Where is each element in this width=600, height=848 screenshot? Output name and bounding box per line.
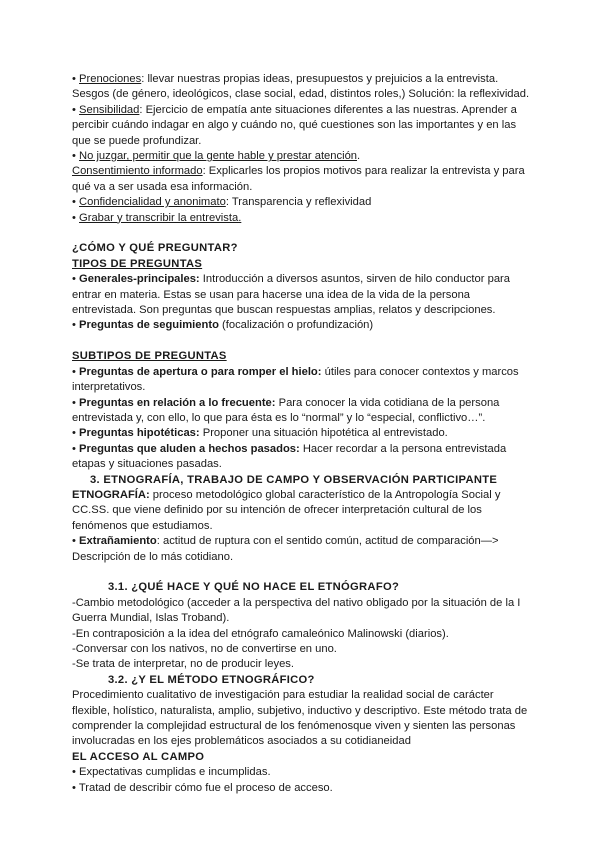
bullet-sensibilidad: • Sensibilidad: Ejercicio de empatía ante situaciones diferentes a las nuestras. Aprender a percibir cuándo indagar en algo y cuándo no, qué cuestiones son las importantes y en las que se puede profundizar. <box>72 103 517 147</box>
heading-acceso: EL ACCESO AL CAMPO <box>72 750 205 763</box>
heading-como-preguntar: ¿CÓMO Y QUÉ PREGUNTAR? <box>72 242 238 255</box>
bullet-expectativas: • Expectativas cumplidas e incumplidas. <box>72 766 271 779</box>
text: : Transparencia y reflexividad <box>225 196 372 209</box>
text: Tratad de describir cómo fue el proceso de acceso. <box>78 781 333 794</box>
bullet-tratad: • Tratad de describir cómo fue el proceso de acceso. <box>72 781 333 794</box>
spacer <box>72 565 532 580</box>
line-interpretar: -Se trata de interpretar, no de producir leyes. <box>72 658 295 671</box>
text: Expectativas cumplidas e incumplidas. <box>79 766 271 779</box>
term: No juzgar, permitir que la gente hable y prestar atención <box>79 150 358 163</box>
term: Sensibilidad <box>79 103 140 116</box>
term: Preguntas que aluden a hechos pasados: <box>79 442 300 455</box>
text: Para conocer la vida cotidiana de la persona entrevistada y, con ello, lo que para ésta es lo “normal” y lo “especial, conflictivo…”. <box>72 396 500 424</box>
bullet-hipoteticas: • Preguntas hipotéticas: Proponer una situación hipotética al entrevistado. <box>72 427 448 440</box>
text: Proponer una situación hipotética al entrevistado. <box>199 427 448 440</box>
term: Preguntas hipotéticas: <box>79 427 200 440</box>
heading-subtipos: SUBTIPOS DE PREGUNTAS <box>72 350 227 363</box>
bullet-generales: • Generales-principales: Introducción a diversos asuntos, sirven de hilo conductor para entrar en materia. Estas se usan para hacerse una idea de la vida de la persona entrevistada. Son preguntas que buscan respuestas amplias, relatos y descripciones. <box>72 273 510 317</box>
term: Grabar y transcribir la entrevista. <box>79 211 242 224</box>
term: Generales-principales: <box>79 273 200 286</box>
heading-tipos: TIPOS DE PREGUNTAS <box>72 257 203 270</box>
line-conversar: -Conversar con los nativos, no de convertirse en uno. <box>72 642 337 655</box>
text: (focalización o profundización) <box>218 319 374 332</box>
term: Extrañamiento <box>79 535 157 548</box>
bullet-seguimiento: • Preguntas de seguimiento (focalización o profundización) <box>72 319 374 332</box>
term: Consentimiento informado <box>72 165 203 178</box>
term: Preguntas de apertura o para romper el hielo: <box>79 365 322 378</box>
bullet-extranamiento: • Extrañamiento: actitud de ruptura con el sentido común, actitud de comparación—> Descripción de lo más cotidiano. <box>72 535 499 563</box>
text: Hacer recordar a la persona entrevistada etapas y situaciones pasadas. <box>72 442 507 471</box>
bullet-no-juzgar: • No juzgar, permitir que la gente hable y prestar atención. <box>72 150 361 163</box>
bullet-confidencialidad: • Confidencialidad y anonimato: Transparencia y reflexividad <box>72 196 372 209</box>
heading-que-hace: 3.1. ¿QUÉ HACE Y QUÉ NO HACE EL ETNÓGRAFO? <box>108 581 400 594</box>
document-page <box>72 72 532 796</box>
term: Confidencialidad y anonimato <box>79 196 226 209</box>
text: útiles para conocer contextos y marcos interpretativos. <box>72 365 519 394</box>
heading-etnografia: 3. ETNOGRAFÍA, TRABAJO DE CAMPO Y OBSERVACIÓN PARTICIPANTE <box>90 473 498 486</box>
heading-metodo: 3.2. ¿Y EL MÉTODO ETNOGRÁFICO? <box>108 673 315 686</box>
bullet-pasados: • Preguntas que aluden a hechos pasados: Hacer recordar a la persona entrevistada etapas y situaciones pasadas. <box>72 442 507 471</box>
text: proceso metodológico global característico de la Antropología Social y CC.SS. que viene definido por su intención de ofrecer interpretación cultural de los fenómenos que estudiamos. <box>72 488 501 532</box>
line-cambio: -Cambio metodológico (acceder a la perspectiva del nativo obligado por la situación de la I Guerra Mundial, Islas Troband). <box>72 596 521 625</box>
spacer <box>72 226 532 241</box>
term: Preguntas de seguimiento <box>79 319 219 332</box>
etnografia-def <box>72 488 532 534</box>
spacer <box>72 334 532 349</box>
bullet-grabar: • Grabar y transcribir la entrevista. <box>72 211 242 224</box>
term: ETNOGRAFÍA: <box>72 488 150 501</box>
consentimiento <box>72 164 532 195</box>
term: Preguntas en relación a lo frecuente: <box>79 396 276 409</box>
bullet-apertura: • Preguntas de apertura o para romper el hielo: útiles para conocer contextos y marcos interpretativos. <box>72 365 519 394</box>
text: : actitud de ruptura con el sentido común, actitud de comparación—> Descripción de lo más cotidiano. <box>72 535 499 563</box>
bullet-frecuente: • Preguntas en relación a lo frecuente: Para conocer la vida cotidiana de la persona entrevistada y, con ello, lo que para ésta es lo “normal” y lo “especial, conflictivo…”. <box>72 396 500 424</box>
text: : Explicarles los propios motivos para realizar la entrevista y para qué va a ser usada esa información. <box>72 165 525 193</box>
bullet-prenociones: • Prenociones: llevar nuestras propias ideas, presupuestos y prejuicios a la entrevista. Sesgos (de género, ideológicos, clase social, edad, distintos roles,) Solución: la reflexividad. <box>72 73 530 101</box>
line-contraposicion: -En contraposición a la idea del etnógrafo camaleónico Malinowski (diarios). <box>72 627 449 640</box>
text: . <box>357 150 361 163</box>
text: : Ejercicio de empatía ante situaciones diferentes a las nuestras. Aprender a percibir cuándo indagar en algo y cuándo no, qué cuestiones son las importantes y en las que se puede profundizar. <box>72 103 517 147</box>
term: Prenociones <box>79 73 142 85</box>
text: Introducción a diversos asuntos, sirven de hilo conductor para entrar en materia. Estas se usan para hacerse una idea de la vida de la persona entrevistada. Son preguntas que buscan respuestas amplias, relatos y descripciones. <box>72 273 510 317</box>
text: : llevar nuestras propias ideas, presupuestos y prejuicios a la entrevista. Sesgos (de género, ideológicos, clase social, edad, distintos roles,) Solución: la reflexividad. <box>72 73 530 101</box>
metodo-paragraph: Procedimiento cualitativo de investigación para estudiar la realidad social de carácter flexible, holístico, naturalista, amplio, subjetivo, inductivo y descriptivo. Este método trata de comprender la complejidad estructural de los fenómenosque viven y sienten las personas involucradas en los ejes problemáticos asociados a su cotidianeidad <box>72 689 528 748</box>
